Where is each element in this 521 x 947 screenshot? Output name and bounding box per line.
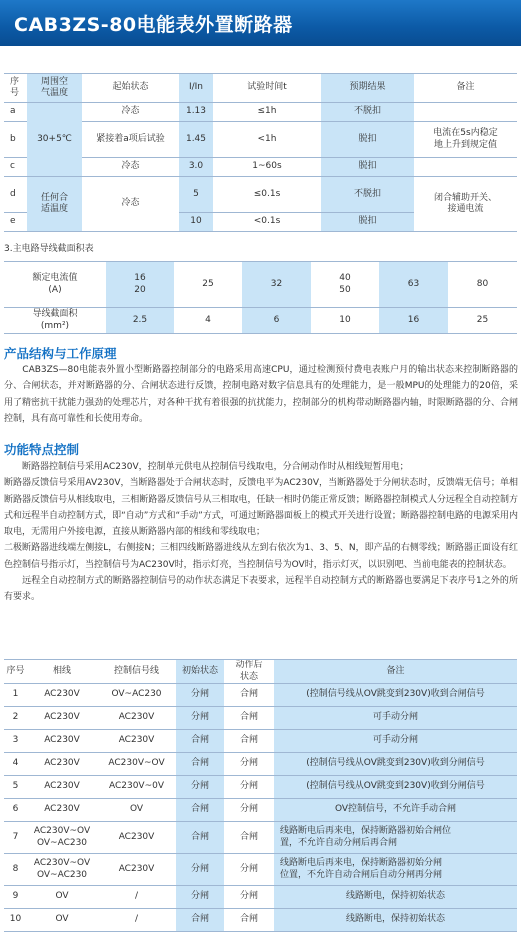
features-paragraph: 断路器控制信号采用AC230V，控制单元供电从控制信号线取电，分合闸动作时从相线短暂用电； — [4, 462, 409, 472]
table-cell: 3 — [4, 730, 27, 753]
table-cell: 任何合 适温度 — [27, 177, 82, 232]
table-cell: 25 — [174, 262, 242, 308]
table-row — [4, 909, 517, 932]
table-cell: 不脱扣 — [321, 103, 414, 122]
row-label: 导线截面积 (mm²) — [4, 308, 106, 334]
table-row — [4, 776, 517, 799]
note-cell: 线路断电，保持初始状态 — [274, 886, 517, 909]
control-state-table — [4, 659, 517, 932]
table-cell: 合闸 — [224, 684, 274, 707]
column-header: 试验时间t — [213, 74, 321, 103]
table-cell: 25 — [448, 308, 517, 334]
table-cell: 6 — [242, 308, 311, 334]
table-cell: AC230V — [27, 799, 97, 822]
table-row — [4, 753, 517, 776]
page-title: CAB3ZS-80电能表外置断路器 — [14, 14, 293, 36]
table-cell: 合闸 — [176, 730, 224, 753]
note-cell: 可手动分闸 — [274, 730, 517, 753]
table-header-row — [4, 74, 517, 103]
table-cell: AC230V~OV OV~AC230 — [27, 854, 97, 886]
column-header: 周围空 气温度 — [27, 74, 82, 103]
table-cell: 冷态 — [82, 177, 179, 232]
table-cell: 脱扣 — [321, 158, 414, 177]
table-cell: AC230V — [27, 707, 97, 730]
table-cell: / — [97, 909, 176, 932]
table-cell: 合闸 — [224, 730, 274, 753]
table-cell: 30+5℃ — [27, 103, 82, 177]
table-cell: OV~AC230 — [97, 684, 176, 707]
table-cell: 分闸 — [224, 854, 274, 886]
table-cell: 冷态 — [82, 158, 179, 177]
column-header: 序号 — [4, 660, 27, 684]
table-cell: AC230V~OV — [97, 753, 176, 776]
column-header: 初始状态 — [176, 660, 224, 684]
table-cell: b — [4, 122, 27, 158]
table-header-row — [4, 660, 517, 684]
table-cell: 1.45 — [179, 122, 213, 158]
table-row — [4, 103, 517, 122]
table-cell: c — [4, 158, 27, 177]
table-row — [4, 177, 517, 213]
table-cell: 16 20 — [106, 262, 174, 308]
row-label: 额定电流值 (A) — [4, 262, 106, 308]
table-cell: 分闸 — [176, 854, 224, 886]
table-cell: / — [97, 886, 176, 909]
table-row — [4, 854, 517, 886]
table-cell: 分闸 — [224, 886, 274, 909]
table-cell: 合闸 — [224, 822, 274, 854]
table-cell: 1 — [4, 684, 27, 707]
column-header: 相线 — [27, 660, 97, 684]
column-header: 序号 — [4, 74, 27, 103]
table-cell — [414, 103, 517, 122]
table-row — [4, 262, 517, 308]
column-header: I/In — [179, 74, 213, 103]
section-title-features: 功能特点控制 — [4, 442, 80, 457]
features-body — [4, 459, 518, 606]
table-cell: 5 — [4, 776, 27, 799]
table-cell: 8 — [4, 854, 27, 886]
wire-section-subtitle: 3.主电路导线截面积表 — [4, 244, 94, 254]
table-cell: OV — [97, 799, 176, 822]
table-cell: 分闸 — [224, 753, 274, 776]
table-cell: 分闸 — [176, 684, 224, 707]
table-cell: 4 — [174, 308, 242, 334]
table-cell: 脱扣 — [321, 213, 414, 232]
column-header: 备注 — [274, 660, 517, 684]
wire-cross-section-table — [4, 261, 517, 334]
table-cell: 3.0 — [179, 158, 213, 177]
table-cell: 16 — [379, 308, 448, 334]
table-cell: 分闸 — [224, 799, 274, 822]
table-cell: 冷态 — [82, 103, 179, 122]
table-cell: AC230V — [97, 707, 176, 730]
table-cell: 2 — [4, 707, 27, 730]
table-cell: 10 — [4, 909, 27, 932]
table-cell: 分闸 — [176, 886, 224, 909]
table-cell: <1h — [213, 122, 321, 158]
features-paragraph: 二极断路器进线端左侧接L，右侧接N；三相四线断路器进线从左到右依次为1、3、5、N，即产品的右侧零线；断路器正面设有红色控制信号指示灯，当控制信号为AC230V时，指示灯亮，当控制信号为OV时，指示灯灭，以识别吧、当前电能表的控制状态。 — [4, 543, 518, 570]
table-cell: 1~60s — [213, 158, 321, 177]
table-cell: 40 50 — [311, 262, 379, 308]
table-cell: AC230V — [97, 730, 176, 753]
table-cell: 合闸 — [176, 799, 224, 822]
table-cell: 合闸 — [224, 707, 274, 730]
table-cell: 63 — [379, 262, 448, 308]
table-cell: 80 — [448, 262, 517, 308]
table-row — [4, 308, 517, 334]
table-cell: a — [4, 103, 27, 122]
table-cell: AC230V~OV OV~AC230 — [27, 822, 97, 854]
note-cell: (控制信号线从OV跳变到230V)收到合闸信号 — [274, 684, 517, 707]
table-cell: AC230V~0V — [97, 776, 176, 799]
note-cell: (控制信号线从OV跳变到230V)收到分闸信号 — [274, 753, 517, 776]
table-row — [4, 886, 517, 909]
column-header: 动作后 状态 — [224, 660, 274, 684]
table-cell: 分闸 — [224, 776, 274, 799]
note-cell: 线路断电后再来电，保持断路器初始分闸 位置，不允许自动合闸后自动分闸再分闸 — [274, 854, 517, 886]
table-cell: 电流在5s内稳定 地上升到规定值 — [414, 122, 517, 158]
test-conditions-table — [4, 73, 517, 232]
note-cell: OV控制信号，不允许手动合闸 — [274, 799, 517, 822]
table-cell: 合闸 — [176, 822, 224, 854]
features-paragraph: 远程全自动控制方式的断路器控制信号的动作状态满足下表要求，远程半自动控制方式的断路器也要满足下表序号1之外的所有要求。 — [4, 576, 518, 603]
table-row — [4, 707, 517, 730]
table-cell: 10 — [179, 213, 213, 232]
table-cell: AC230V — [27, 730, 97, 753]
table-row — [4, 730, 517, 753]
table-cell: AC230V — [97, 822, 176, 854]
table-cell: 6 — [4, 799, 27, 822]
table-cell: OV — [27, 886, 97, 909]
table-cell: AC230V — [27, 776, 97, 799]
section-title-structure: 产品结构与工作原理 — [4, 346, 117, 361]
table-cell: 10 — [311, 308, 379, 334]
column-header: 起始状态 — [82, 74, 179, 103]
table-cell: 合闸 — [224, 909, 274, 932]
features-paragraph: 断路器反馈信号采用AV230V，当断路器处于合闸状态时，反馈电平为AC230V，当断路器处于分闸状态时，反馈端无信号；单相断路器反馈信号从相线取电，三相断路器反馈信号从三相取电，任缺一相时仍能正常反馈；断路器控制模式人分远程全自动控制方式和远程半自动控制方式，即“自动”方式和“手动”方式，可通过断路器面板上的模式开关进行设置；断路器控制电路的电源采用内取电，无需用户外接电源，直接从断路器内部的相线和零线取电； — [4, 478, 518, 538]
table-cell: 1.13 — [179, 103, 213, 122]
table-cell: d — [4, 177, 27, 213]
note-cell: 可手动分闸 — [274, 707, 517, 730]
table-cell: 分闸 — [176, 707, 224, 730]
table-cell: OV — [27, 909, 97, 932]
table-cell: 紧接着a项后试验 — [82, 122, 179, 158]
table-row — [4, 822, 517, 854]
table-cell: 4 — [4, 753, 27, 776]
table-cell: 5 — [179, 177, 213, 213]
table-cell: 闭合辅助开关、 接通电流 — [414, 177, 517, 232]
page-header-bar — [0, 0, 521, 46]
table-cell: 分闸 — [176, 776, 224, 799]
table-cell: 2.5 — [106, 308, 174, 334]
column-header: 备注 — [414, 74, 517, 103]
table-cell: <0.1s — [213, 213, 321, 232]
table-cell: e — [4, 213, 27, 232]
table-cell: AC230V — [27, 753, 97, 776]
table-cell: 脱扣 — [321, 122, 414, 158]
table-row — [4, 684, 517, 707]
table-cell: 32 — [242, 262, 311, 308]
table-cell: 合闸 — [176, 753, 224, 776]
table-cell: ≤1h — [213, 103, 321, 122]
table-cell: 合闸 — [176, 909, 224, 932]
table-row — [4, 799, 517, 822]
column-header: 控制信号线 — [97, 660, 176, 684]
note-cell: (控制信号线从OV跳变到230V)收到分闸信号 — [274, 776, 517, 799]
table-cell: ≤0.1s — [213, 177, 321, 213]
table-cell: 7 — [4, 822, 27, 854]
table-cell: AC230V — [27, 684, 97, 707]
structure-paragraph: CAB3ZS—80电能表外置小型断路器控制部分的电路采用高速CPU，通过检测预付费电表账户月的输出状态来控制断路器的分、合闸状态，并对断路器的分、合闸状态进行反馈，控制电路对数字信息具有的处理能力，是一般MPU的处理能力的20倍，采用了精密抗干扰能力强劲的处理芯片，对各种干扰有着很强的抗扰能力，控制部分的机构带动断路器内轴，时限断路器的分、合闸控制，具有高可靠性和长使用寿命。 — [4, 365, 518, 424]
table-cell: AC230V — [97, 854, 176, 886]
table-cell — [414, 158, 517, 177]
note-cell: 线路断电后再来电，保持断路器初始合闸位 置，不允许自动分闸后再合闸 — [274, 822, 517, 854]
table-cell: 9 — [4, 886, 27, 909]
table-cell: 不脱扣 — [321, 177, 414, 213]
column-header: 预期结果 — [321, 74, 414, 103]
note-cell: 线路断电，保持初始状态 — [274, 909, 517, 932]
